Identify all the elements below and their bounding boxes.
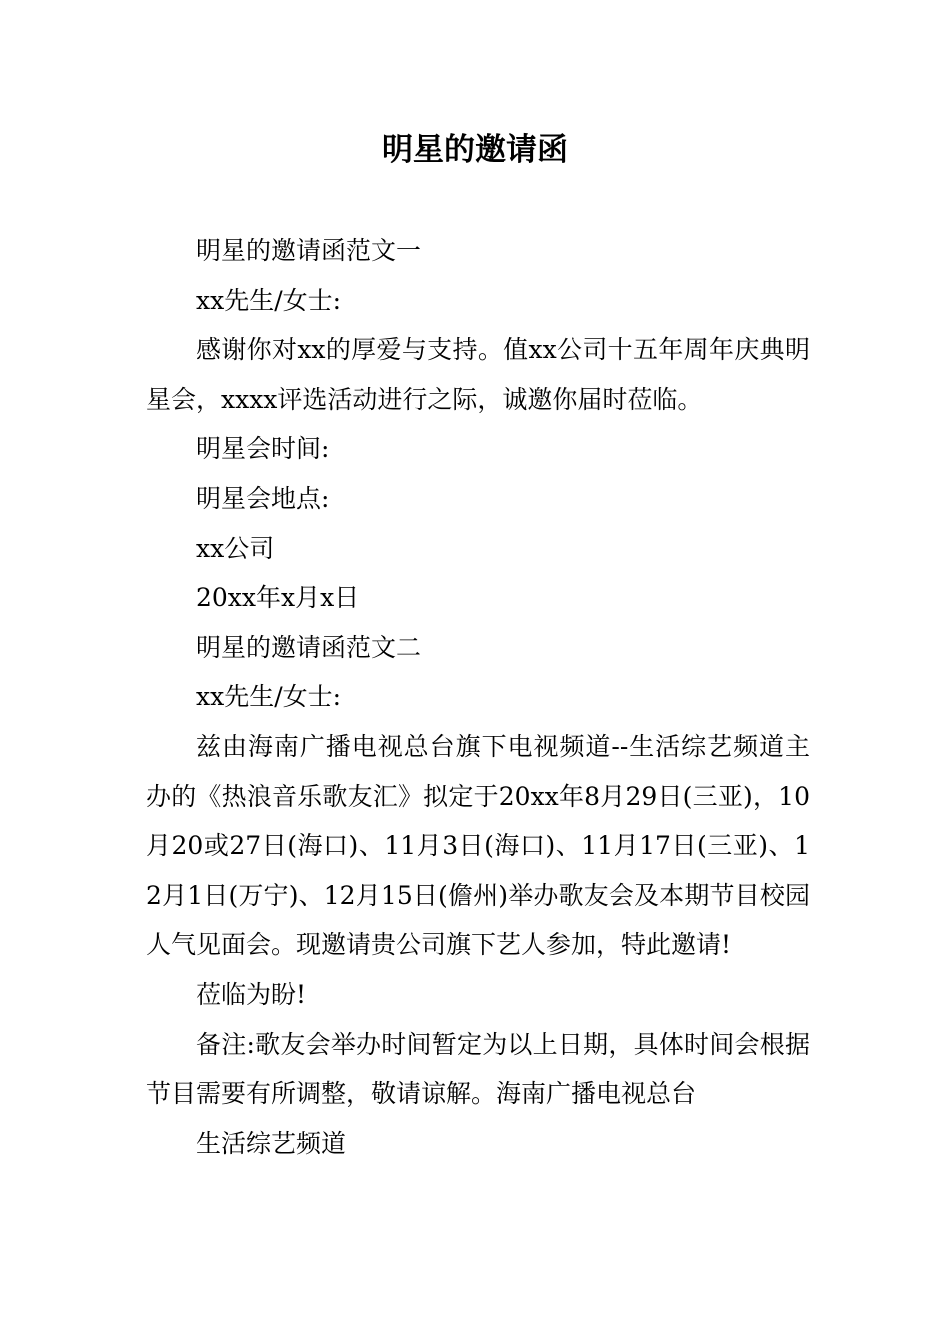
signature-date: 20xx年x月x日: [196, 583, 360, 613]
event-time-label: 明星会时间:: [196, 434, 330, 464]
closing-line: 莅临为盼!: [196, 979, 307, 1009]
signature-company: xx公司: [196, 533, 275, 563]
salutation-2: xx先生/女士:: [196, 682, 342, 712]
section-heading-1: 明星的邀请函范文一: [196, 236, 422, 265]
page-title: 明星的邀请函: [382, 132, 568, 168]
document-body: [146, 226, 810, 1168]
invitation-paragraph-1: 感谢你对xx的厚爱与支持。值xx公司十五年周年庆典明星会，xxxx评选活动进行之际，诚邀你届时莅临。: [146, 335, 810, 414]
section-heading-2: 明星的邀请函范文二: [196, 632, 422, 662]
event-location-label: 明星会地点:: [196, 483, 330, 513]
signature-channel: 生活综艺频道: [196, 1128, 347, 1158]
invitation-paragraph-2: 兹由海南广播电视总台旗下电视频道--生活综艺频道主办的《热浪音乐歌友汇》拟定于20xx年8月29日(三亚)，10月20或27日(海口)、11月3日(海口)、11月17日(三亚)、12月1日(万宁)、12月15日(儋州)举办歌友会及本期节目校园人气见面会。现邀请贵公司旗下艺人参加，特此邀请!: [146, 731, 810, 960]
salutation-1: xx先生/女士:: [196, 285, 342, 315]
remark-paragraph: 备注:歌友会举办时间暂定为以上日期，具体时间会根据节目需要有所调整，敬请谅解。海南广播电视总台: [146, 1029, 810, 1109]
